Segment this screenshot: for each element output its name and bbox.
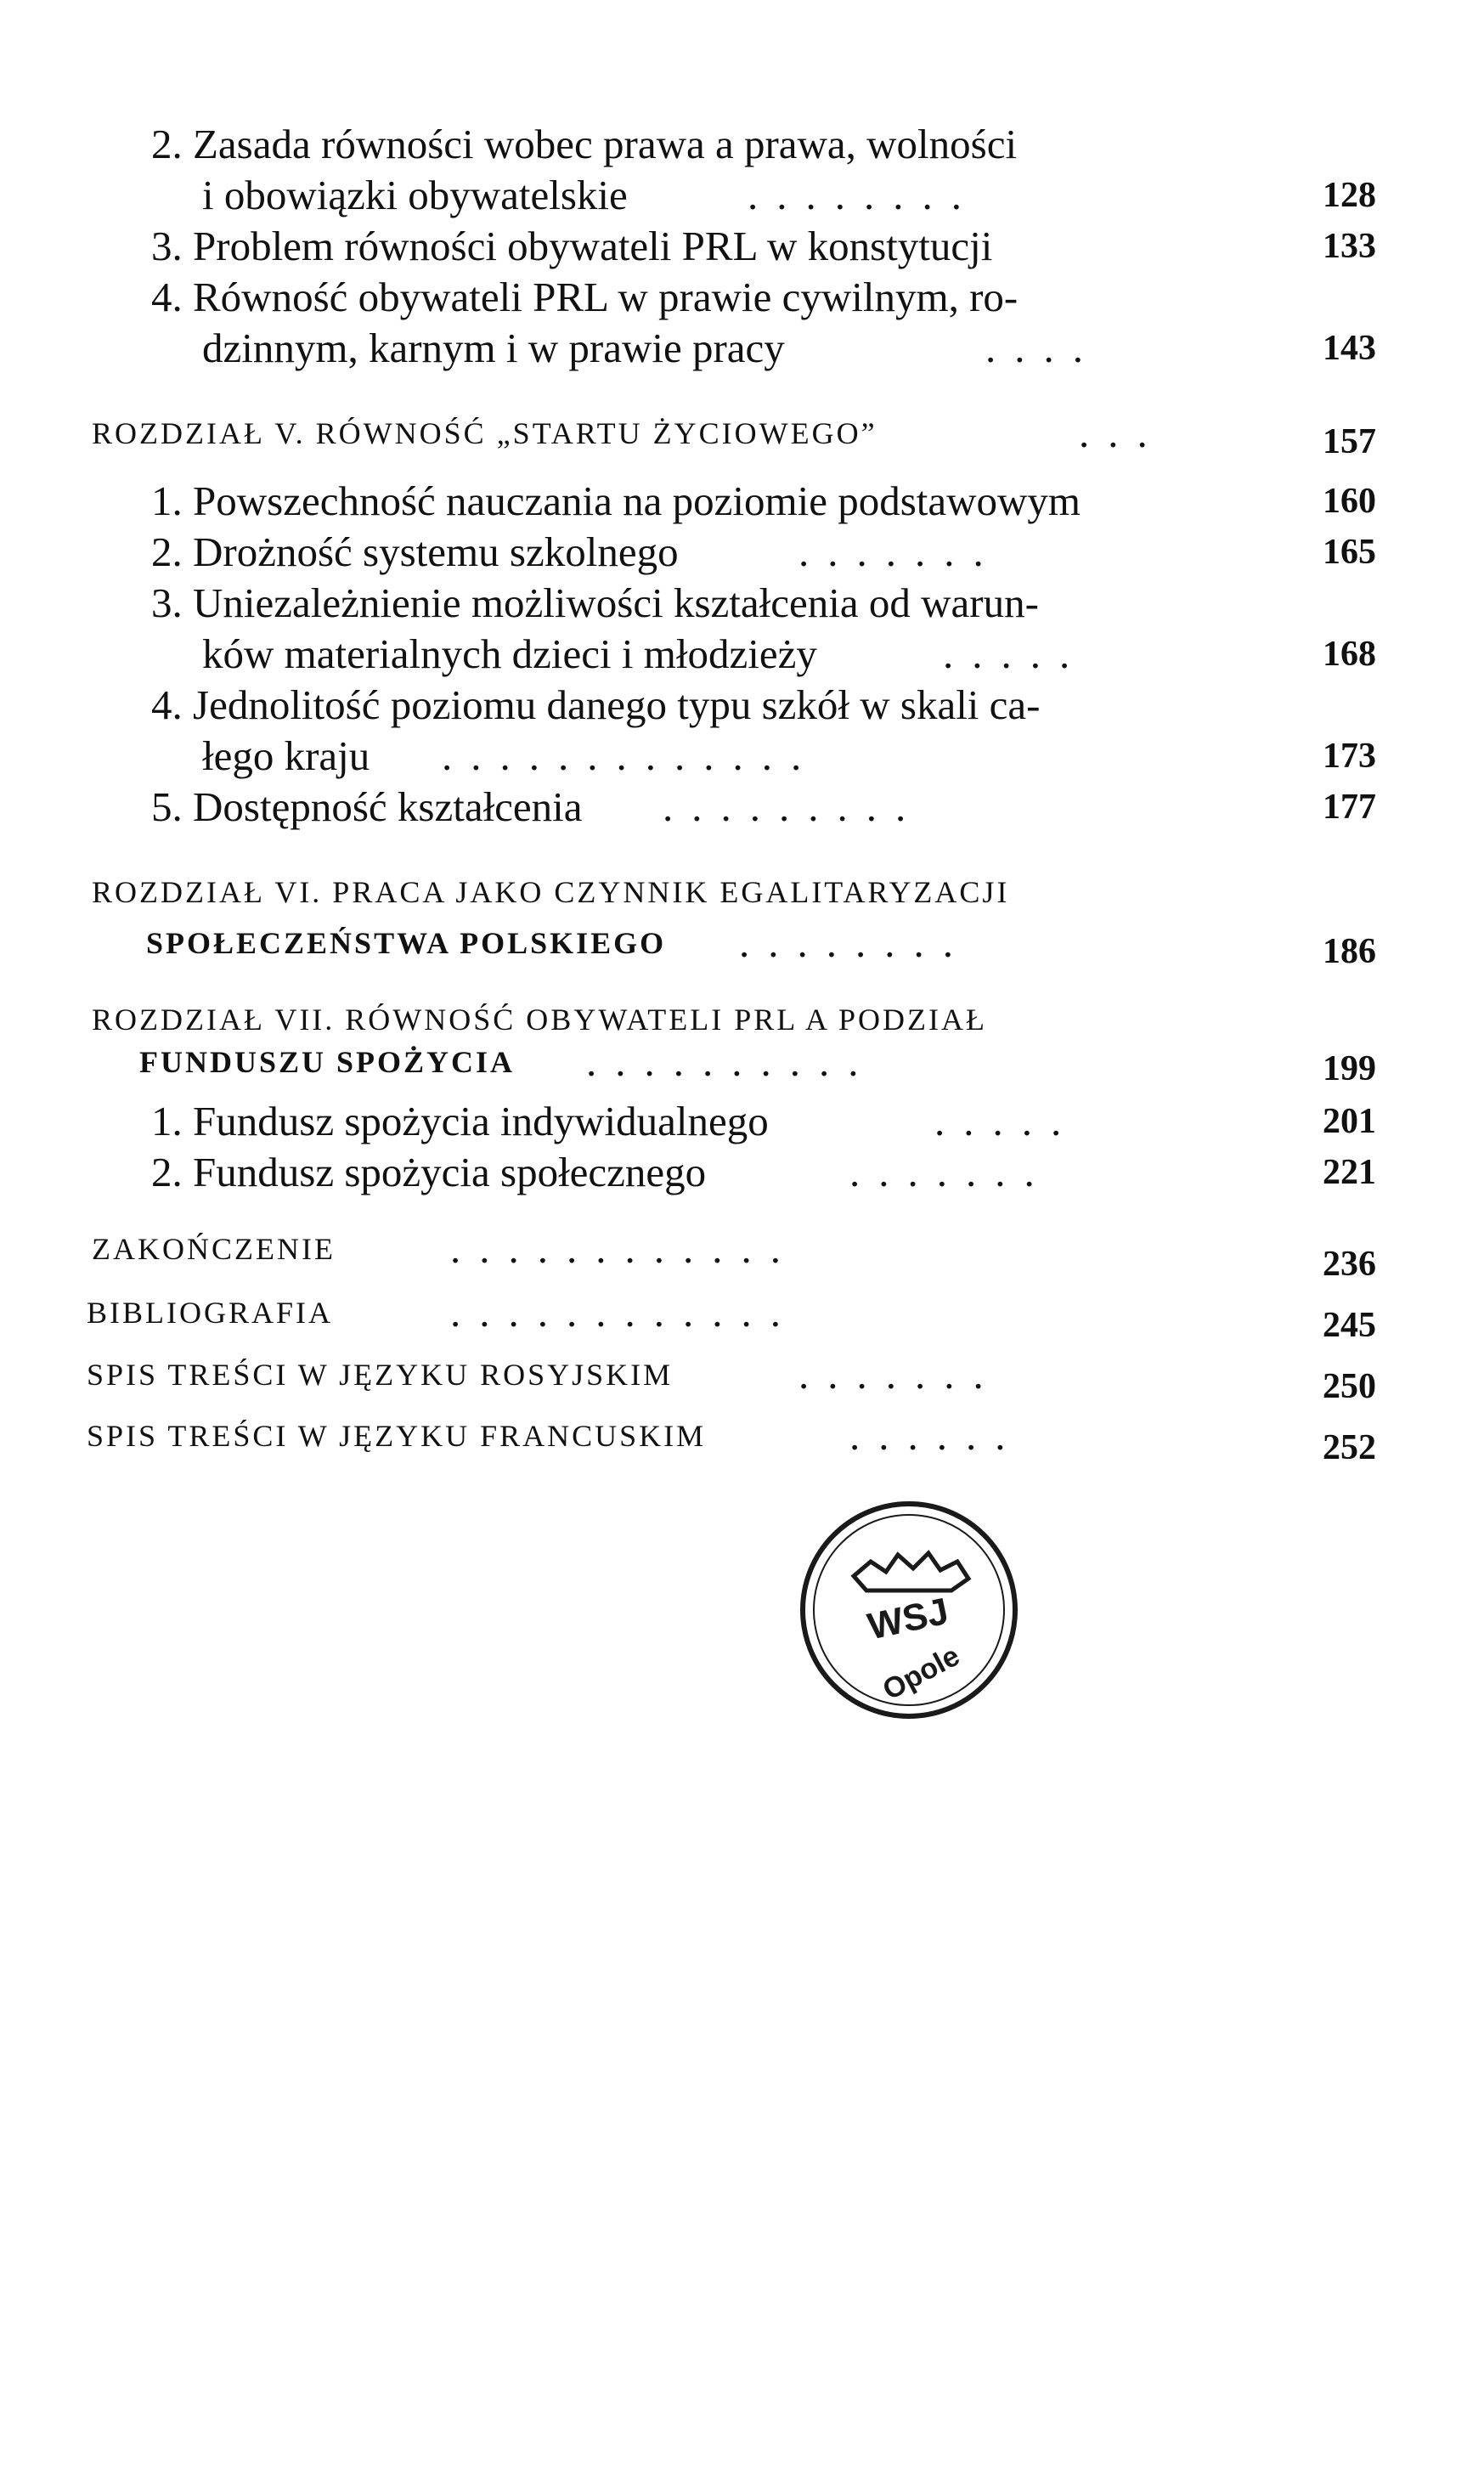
- toc-entry-c7s2: 2. Fundusz spożycia społecznego: [151, 1149, 707, 1195]
- toc-entry-s4-line2: dzinnym, karnym i w prawie pracy: [202, 325, 785, 371]
- page-number: 157: [1323, 422, 1376, 461]
- page-number: 199: [1323, 1049, 1376, 1088]
- leader-dots: .......: [849, 1149, 1053, 1195]
- leader-dots: ....: [985, 325, 1102, 371]
- toc-entry-c5s3-line1: 3. Uniezależnienie możliwości kształcenia od warun-: [151, 579, 1039, 626]
- page-number: 128: [1323, 176, 1376, 215]
- page-number: 133: [1323, 227, 1376, 266]
- toc-entry-c5s4-line2: łego kraju: [202, 732, 370, 779]
- stamp-text-top: WSJ: [864, 1590, 952, 1648]
- page-number: 177: [1323, 788, 1376, 827]
- toc-entry-conclusion: ZAKOŃCZENIE: [92, 1232, 336, 1266]
- page-number: 236: [1323, 1245, 1376, 1284]
- leader-dots: .............: [442, 732, 821, 779]
- leader-dots: ............: [450, 1225, 799, 1272]
- page-number: 252: [1323, 1428, 1376, 1467]
- page-number: 250: [1323, 1367, 1376, 1406]
- toc-entry-c5s1: 1. Powszechność nauczania na poziomie podstawowym: [151, 477, 1081, 524]
- page-number: 168: [1323, 635, 1376, 674]
- toc-entry-c7s1: 1. Fundusz spożycia indywidualnego: [151, 1098, 769, 1144]
- toc-entry-russian-summary: SPIS TREŚCI W JĘZYKU ROSYJSKIM: [87, 1358, 674, 1392]
- stamp-text-bottom: Opole: [877, 1639, 965, 1707]
- leader-dots: .........: [663, 783, 925, 830]
- toc-entry-c5s3-line2: ków materialnych dzieci i młodzieży: [202, 630, 817, 677]
- chapter-title-vii-line2: FUNDUSZU SPOŻYCIA: [139, 1045, 516, 1079]
- page-number: 143: [1323, 329, 1376, 368]
- leader-dots: ........: [748, 172, 980, 218]
- library-stamp: [794, 1495, 1024, 1725]
- chapter-title-v: ROZDZIAŁ V. RÓWNOŚĆ „STARTU ŻYCIOWEGO”: [92, 416, 877, 450]
- page-number: 221: [1323, 1153, 1376, 1192]
- page-number: 201: [1323, 1102, 1376, 1141]
- toc-entry-s3: 3. Problem równości obywateli PRL w konstytucji: [151, 223, 993, 269]
- toc-entry-s2-line2: i obowiązki obywatelskie: [202, 172, 628, 218]
- chapter-title-vi-line1: ROZDZIAŁ VI. PRACA JAKO CZYNNIK EGALITARYZACJI: [92, 875, 1010, 909]
- leader-dots: ..........: [586, 1038, 877, 1085]
- toc-entry-s2-line1: 2. Zasada równości wobec prawa a prawa, wolności: [151, 121, 1018, 167]
- page-number: 245: [1323, 1306, 1376, 1345]
- toc-entry-c5s2: 2. Drożność systemu szkolnego: [151, 528, 679, 575]
- leader-dots: .....: [943, 630, 1089, 677]
- leader-dots: ............: [450, 1289, 799, 1336]
- leader-dots: .....: [934, 1098, 1081, 1144]
- toc-entry-s4-line1: 4. Równość obywateli PRL w prawie cywilnym, ro-: [151, 274, 1018, 320]
- chapter-title-vi-line2: SPOŁECZEŃSTWA POLSKIEGO: [146, 926, 667, 960]
- chapter-title-vii-line1: ROZDZIAŁ VII. RÓWNOŚĆ OBYWATELI PRL A PODZIAŁ: [92, 1003, 987, 1037]
- page-number: 186: [1323, 932, 1376, 971]
- leader-dots: ......: [849, 1412, 1024, 1459]
- toc-entry-c5s5: 5. Dostępność kształcenia: [151, 783, 583, 830]
- toc-entry-french-summary: SPIS TREŚCI W JĘZYKU FRANCUSKIM: [87, 1419, 707, 1453]
- stamp-seal-icon: [794, 1495, 1024, 1725]
- leader-dots: .......: [798, 528, 1002, 575]
- leader-dots: ........: [739, 919, 972, 966]
- page-number: 173: [1323, 737, 1376, 776]
- toc-entry-bibliography: BIBLIOGRAFIA: [87, 1296, 334, 1330]
- page-number: 165: [1323, 533, 1376, 572]
- leader-dots: .......: [798, 1351, 1002, 1398]
- leader-dots: ...: [1079, 410, 1166, 456]
- toc-entry-c5s4-line1: 4. Jednolitość poziomu danego typu szkół w skali ca-: [151, 681, 1041, 728]
- page-number: 160: [1323, 482, 1376, 521]
